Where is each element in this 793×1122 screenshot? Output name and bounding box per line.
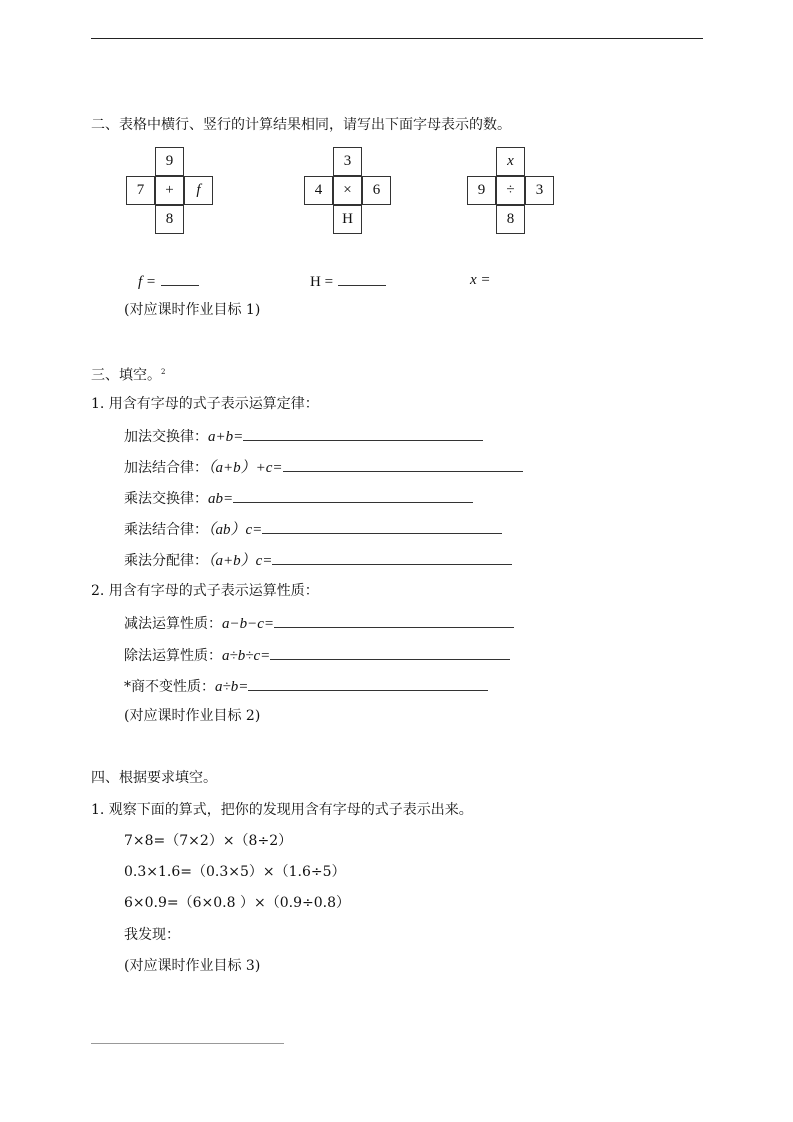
answer-blank[interactable] [272, 550, 512, 565]
footnote-mark: 2 [161, 368, 166, 376]
item-expression: （a+b）+c= [208, 460, 283, 476]
item-expression: ab= [208, 491, 234, 507]
section4-heading: 四、根据要求填空。 [91, 770, 217, 786]
answer-blank[interactable] [274, 613, 514, 628]
goal-2: (对应课时作业目标 2) [124, 708, 261, 724]
item-label: 乘法结合律： [124, 522, 208, 538]
answer-blank[interactable] [262, 519, 502, 534]
laws-item [124, 519, 502, 537]
item-label: *商不变性质： [124, 679, 215, 695]
answer-blank[interactable] [270, 645, 510, 660]
cross-2-center-cell: × [333, 176, 362, 205]
section3-q1: 1. 用含有字母的式子表示运算定律： [91, 396, 319, 412]
laws-item [124, 457, 523, 475]
equation-1: 7×8=（7×2）×（8÷2） [124, 833, 293, 849]
equation-2: 0.3×1.6=（0.3×5）×（1.6÷5） [124, 864, 346, 880]
props-item [124, 645, 510, 663]
footnote-rule [91, 1043, 284, 1044]
item-label: 减法运算性质： [124, 616, 222, 632]
cross-2-bottom-cell: H [333, 205, 362, 234]
section4-q1: 1. 观察下面的算式，把你的发现用含有字母的式子表示出来。 [91, 802, 473, 818]
item-expression: a−b−c= [222, 616, 275, 632]
cross-2-left-cell: 4 [304, 176, 333, 205]
cross-1-center-cell: + [155, 176, 184, 205]
cross-2-top-cell: 3 [333, 147, 362, 176]
goal-1: (对应课时作业目标 1) [124, 302, 261, 318]
answer-h: H = [310, 271, 386, 289]
cross-1-right-cell: f [184, 176, 213, 205]
item-expression: a+b= [208, 429, 244, 445]
cross-2-right-cell: 6 [362, 176, 391, 205]
cross-1-left-cell: 7 [126, 176, 155, 205]
answer-blank[interactable] [248, 676, 488, 691]
cross-3-bottom-cell: 8 [496, 205, 525, 234]
cross-3-right-cell: 3 [525, 176, 554, 205]
props-item [124, 613, 514, 631]
answer-f: f = [138, 271, 199, 289]
item-label: 加法交换律： [124, 429, 208, 445]
cross-3-top-cell: x [496, 147, 525, 176]
item-label: 除法运算性质： [124, 648, 222, 664]
section3-heading: 三、填空。$^2$ [91, 367, 166, 384]
props-item [124, 676, 488, 694]
laws-item [124, 550, 512, 568]
answer-blank-f[interactable] [161, 271, 199, 286]
answer-blank[interactable] [233, 488, 473, 503]
item-label: 乘法交换律： [124, 491, 208, 507]
item-label: 乘法分配律： [124, 553, 208, 569]
laws-item [124, 488, 473, 506]
item-label: 加法结合律： [124, 460, 208, 476]
equation-3: 6×0.9=（6×0.8 ）×（0.9÷0.8） [124, 895, 350, 911]
section3-q2: 2. 用含有字母的式子表示运算性质： [91, 583, 319, 599]
item-expression: a÷b÷c= [222, 648, 271, 664]
cross-1-top-cell: 9 [155, 147, 184, 176]
cross-3-center-cell: ÷ [496, 176, 525, 205]
answer-blank-h[interactable] [338, 271, 386, 286]
discovery-label: 我发现： [124, 927, 180, 943]
header-rule [91, 38, 703, 39]
cross-3-left-cell: 9 [467, 176, 496, 205]
goal-3: (对应课时作业目标 3) [124, 958, 261, 974]
answer-blank[interactable] [243, 426, 483, 441]
item-expression: （ab）c= [208, 522, 263, 538]
cross-1-bottom-cell: 8 [155, 205, 184, 234]
item-expression: a÷b= [215, 679, 249, 695]
section2-heading: 二、表格中横行、竖行的计算结果相同，请写出下面字母表示的数。 [91, 117, 511, 133]
item-expression: （a+b）c= [208, 553, 273, 569]
answer-blank[interactable] [283, 457, 523, 472]
answer-x: x = [470, 272, 491, 288]
laws-item [124, 426, 483, 444]
